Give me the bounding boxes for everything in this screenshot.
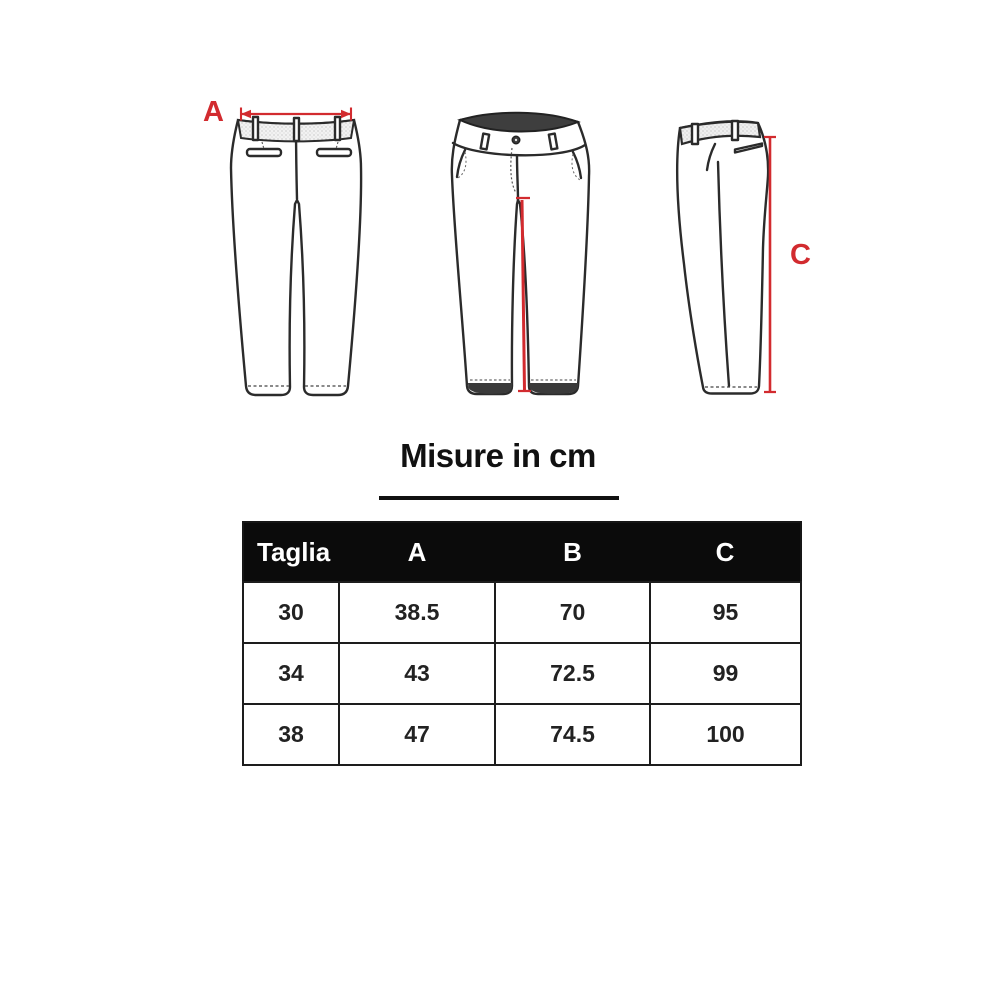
cell-a: 47 bbox=[339, 704, 495, 765]
cell-c: 95 bbox=[650, 582, 801, 643]
pants-front-view-drawing bbox=[438, 98, 618, 410]
pants-back-outline bbox=[231, 120, 361, 395]
cell-size: 30 bbox=[243, 582, 339, 643]
size-table bbox=[242, 521, 802, 766]
table-header-row bbox=[243, 522, 801, 582]
measure-label-c: C bbox=[790, 239, 811, 271]
belt-loop bbox=[335, 117, 340, 140]
cell-a: 43 bbox=[339, 643, 495, 704]
header-taglia: Taglia bbox=[257, 536, 331, 567]
belt-loop bbox=[294, 118, 299, 141]
table-row bbox=[243, 704, 801, 765]
cell-b: 70 bbox=[495, 582, 650, 643]
measure-label-a: A bbox=[203, 96, 224, 128]
page-title: Misure in cm bbox=[400, 437, 596, 474]
cell-c: 99 bbox=[650, 643, 801, 704]
pants-back-view-drawing bbox=[205, 98, 375, 410]
belt-loop bbox=[732, 121, 738, 140]
header-b: B bbox=[563, 536, 582, 567]
title-underline bbox=[379, 496, 619, 500]
pants-side-view-drawing bbox=[658, 98, 818, 410]
cell-c: 100 bbox=[650, 704, 801, 765]
belt-loop bbox=[481, 134, 490, 150]
cell-size: 38 bbox=[243, 704, 339, 765]
cell-b: 74.5 bbox=[495, 704, 650, 765]
table-row bbox=[243, 643, 801, 704]
cell-a: 38.5 bbox=[339, 582, 495, 643]
belt-loop bbox=[253, 117, 258, 140]
cell-b: 72.5 bbox=[495, 643, 650, 704]
header-a: A bbox=[407, 536, 427, 567]
pants-side-outline bbox=[677, 121, 768, 393]
belt-loop bbox=[692, 124, 698, 144]
cell-size: 34 bbox=[243, 643, 339, 704]
belt-loop bbox=[549, 134, 558, 150]
pants-back-waistband bbox=[238, 117, 354, 141]
table-row bbox=[243, 582, 801, 643]
header-c: C bbox=[715, 536, 735, 567]
